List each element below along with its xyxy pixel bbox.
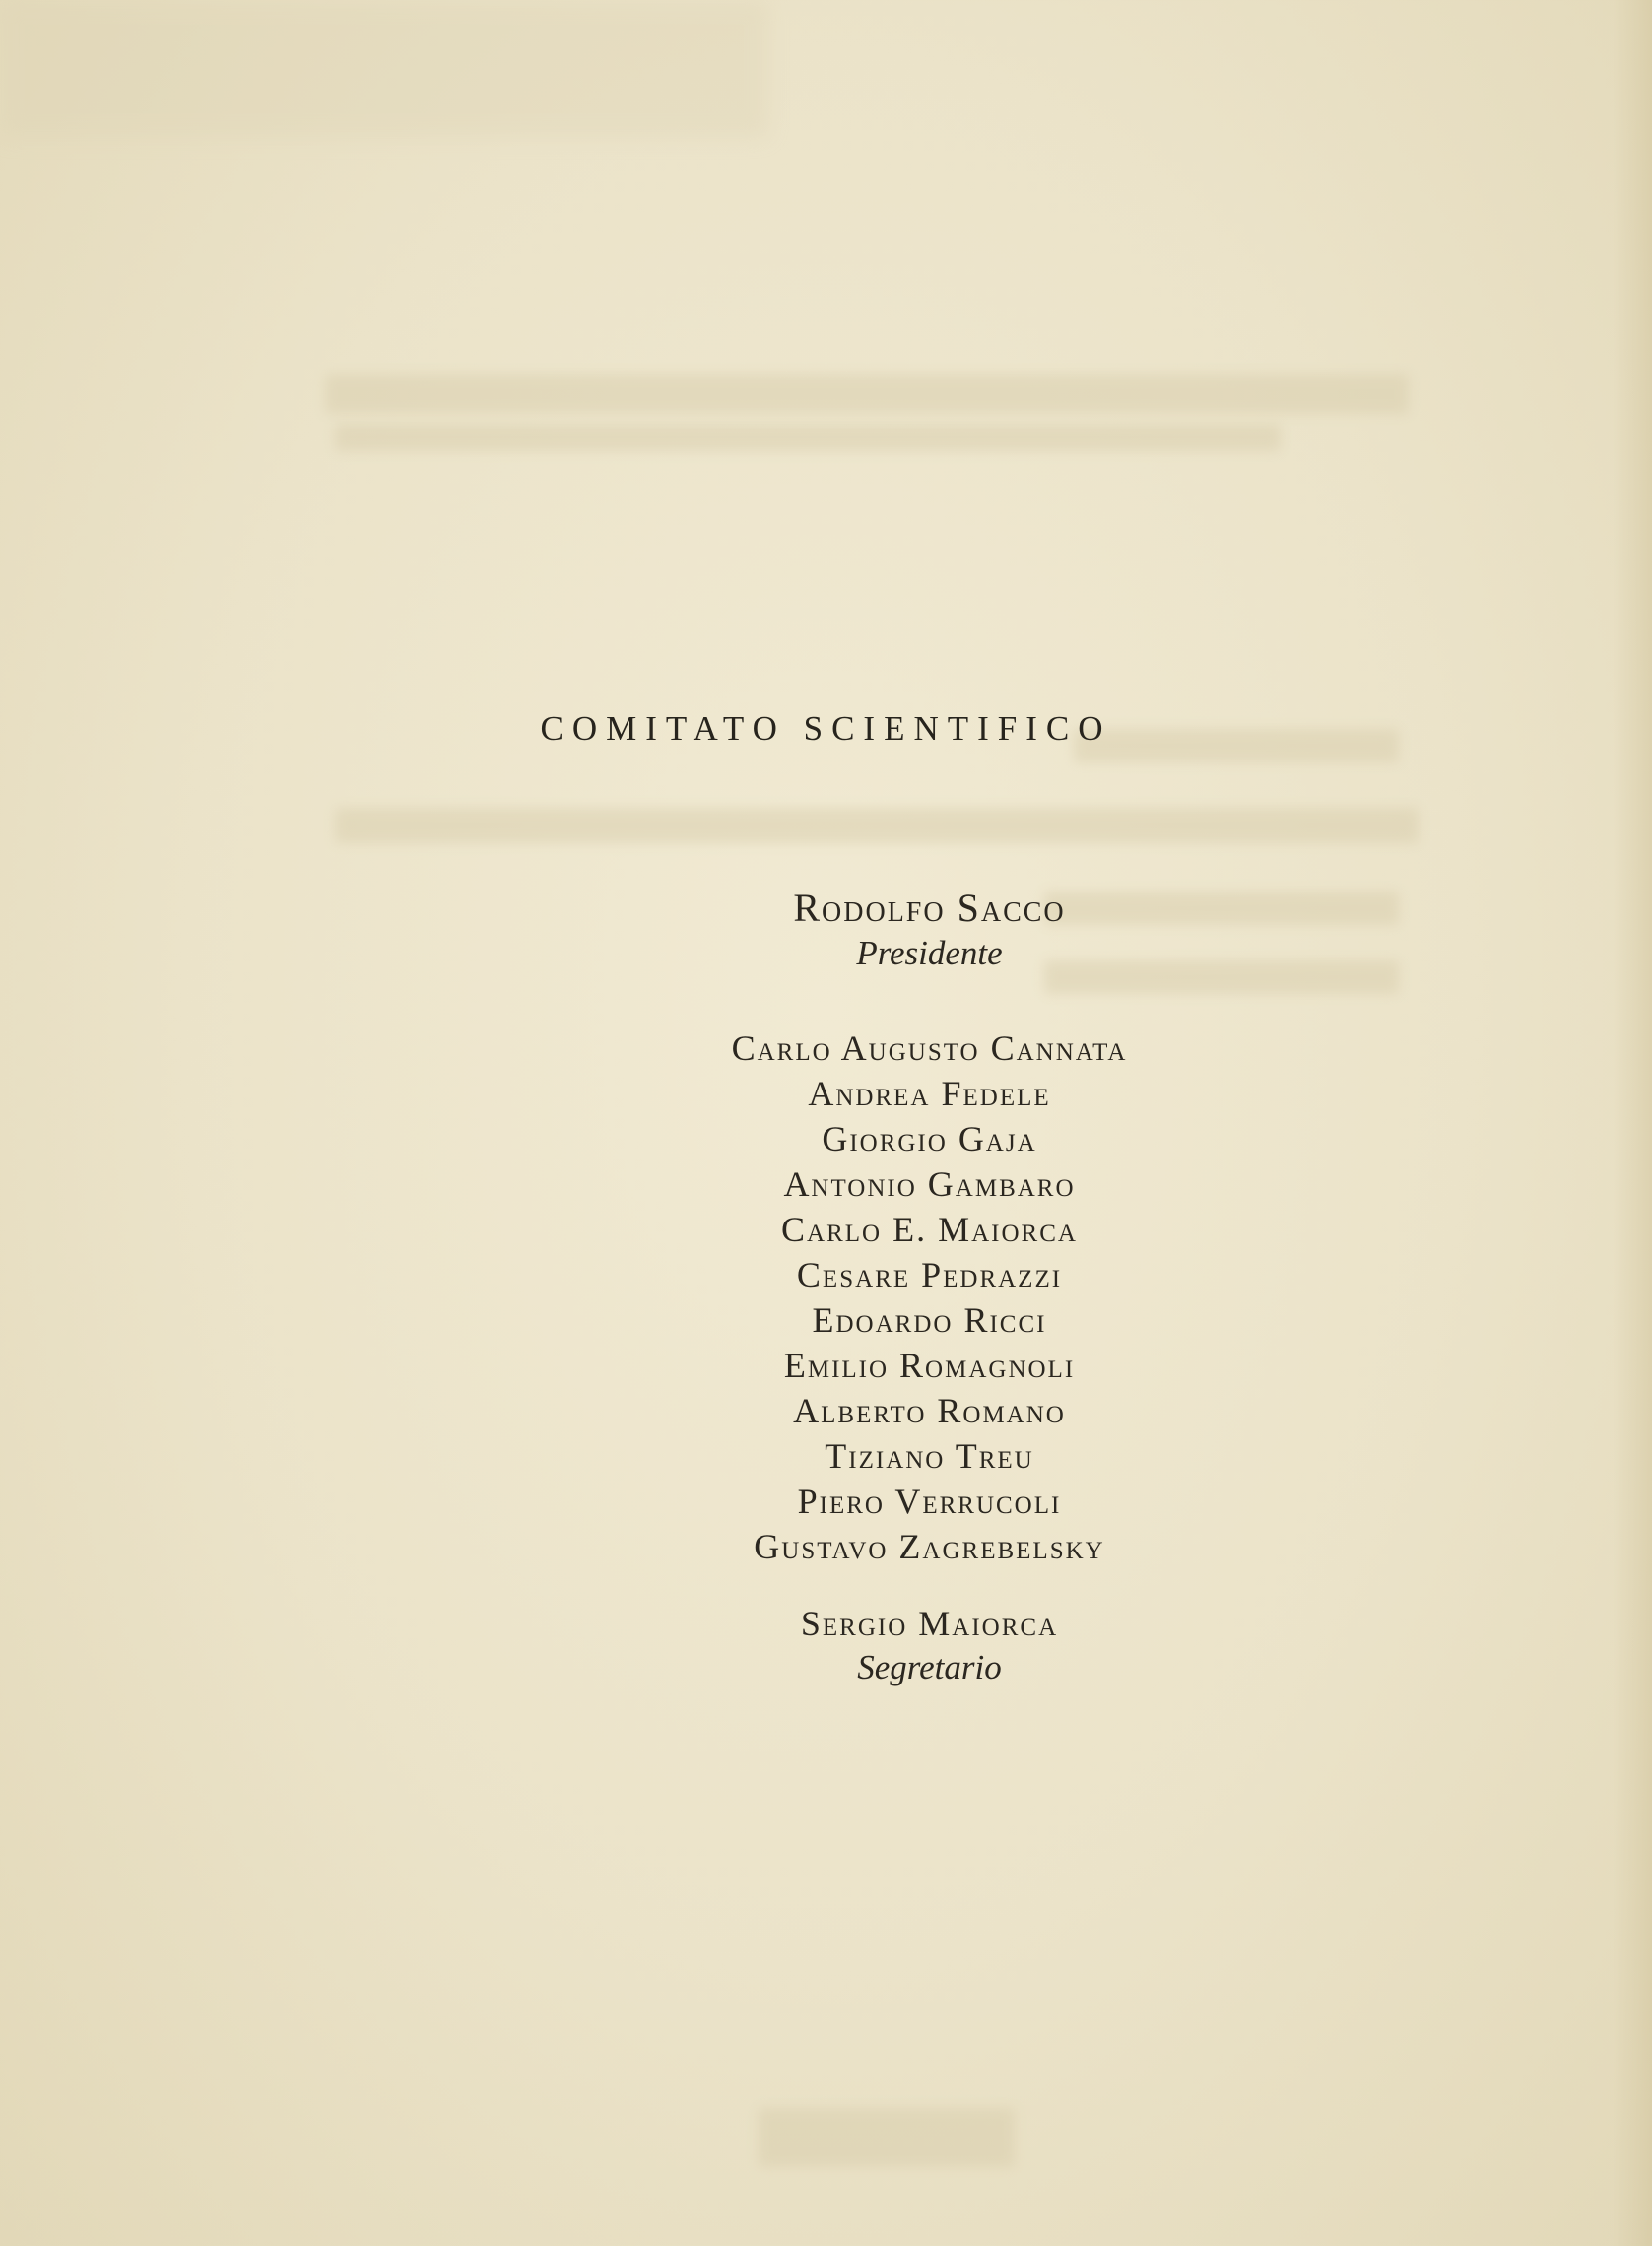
member-name: Carlo Augusto Cannata	[731, 1028, 1128, 1068]
president-name: Rodolfo Sacco	[793, 886, 1066, 930]
secretary-block	[0, 1601, 1652, 1689]
member-name: Antonio Gambaro	[783, 1164, 1076, 1204]
show-through-line	[325, 374, 1409, 414]
show-through-line	[759, 2108, 1015, 2167]
member-name: Gustavo Zagrebelsky	[754, 1527, 1105, 1566]
member-name: Emilio Romagnoli	[783, 1346, 1076, 1385]
president-role: Presidente	[856, 934, 1003, 972]
member-name: Edoardo Ricci	[812, 1300, 1047, 1340]
member-name: Piero Verrucoli	[797, 1482, 1062, 1521]
secretary-role: Segretario	[857, 1648, 1002, 1686]
members-list	[0, 1025, 1652, 1569]
member-name: Andrea Fedele	[808, 1074, 1051, 1113]
member-name: Cesare Pedrazzi	[796, 1255, 1063, 1294]
show-through-line	[335, 424, 1281, 451]
secretary-name: Sergio Maiorca	[800, 1604, 1059, 1643]
heading-text: COMITATO SCIENTIFICO	[540, 709, 1112, 748]
member-name: Tiziano Treu	[825, 1436, 1034, 1476]
member-name: Carlo E. Maiorca	[781, 1210, 1078, 1249]
member-name: Giorgio Gaja	[822, 1119, 1037, 1158]
show-through-title-shadow	[0, 0, 768, 138]
president-block	[0, 885, 1652, 975]
show-through-line	[335, 808, 1419, 843]
page-heading	[0, 709, 1652, 749]
member-name: Alberto Romano	[793, 1391, 1066, 1430]
